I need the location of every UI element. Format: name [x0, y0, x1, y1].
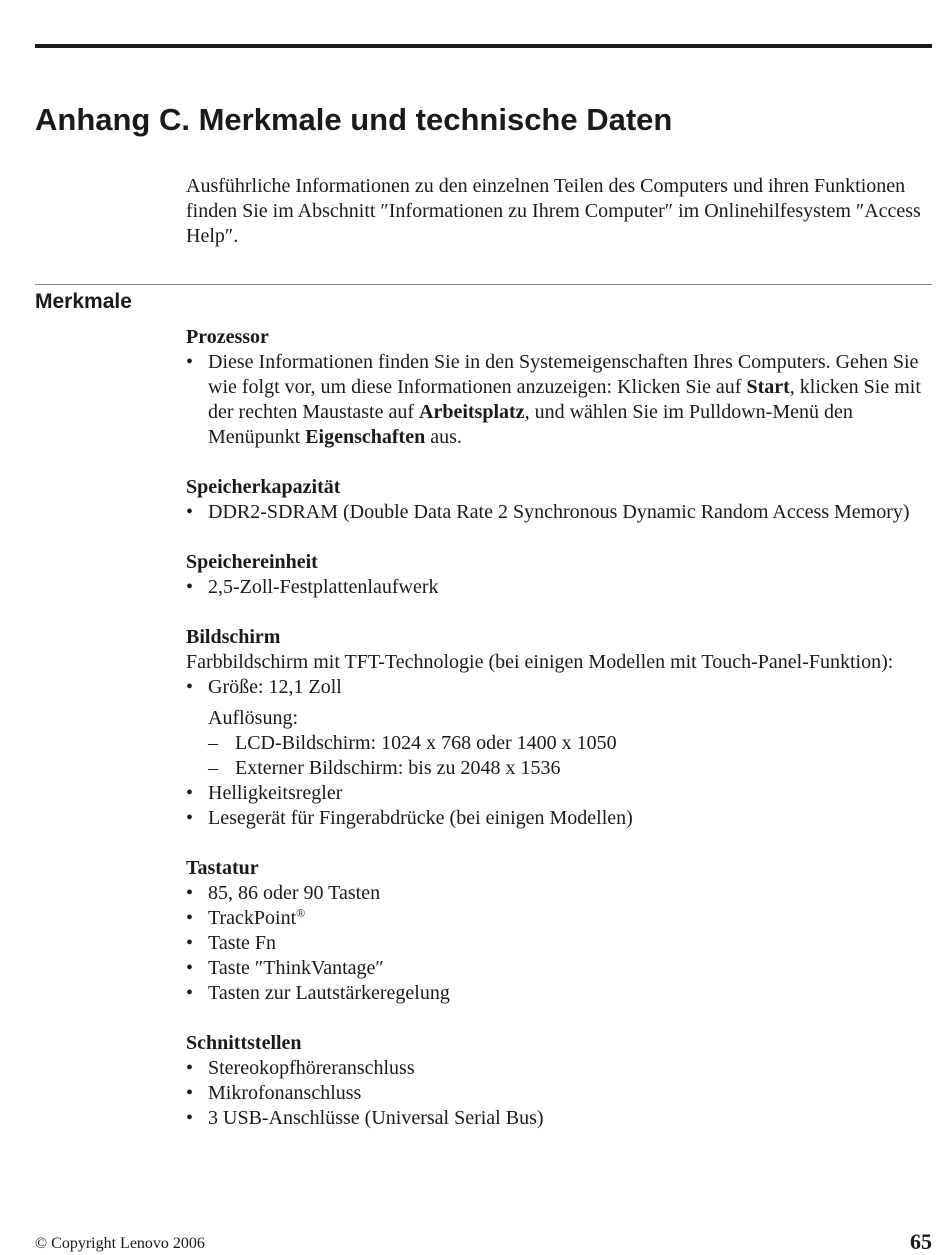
registered-mark: ®	[296, 906, 306, 920]
list-prozessor	[186, 350, 936, 450]
heading-speichereinheit: Speichereinheit	[186, 551, 318, 573]
bildschirm-description: Farbbildschirm mit TFT-Technologie (bei einigen Modellen mit Touch-Panel-Funktion):	[186, 651, 894, 673]
heading-tastatur: Tastatur	[186, 857, 259, 879]
intro-paragraph: Ausführliche Informationen zu den einzelnen Teilen des Computers und ihren Funktionen finden Sie im Abschnitt ″Informationen zu Ihrem Computer″ im Onlinehilfesystem ″Access Help″.	[186, 175, 921, 247]
list-item	[186, 350, 936, 450]
prozessor-bold-eigenschaften: Eigenschaften	[305, 426, 426, 448]
page-title: Anhang C. Merkmale und technische Daten	[35, 102, 673, 137]
resolution-label: Auflösung:	[208, 707, 298, 729]
list-item: • Taste ″ThinkVantage″	[186, 956, 936, 981]
features-content	[186, 325, 936, 1156]
block-tastatur	[186, 856, 936, 1006]
footer-copyright: © Copyright Lenovo 2006	[35, 1235, 205, 1252]
list-speicherkapazitaet	[186, 500, 936, 525]
heading-bildschirm: Bildschirm	[186, 626, 281, 648]
block-bildschirm	[186, 625, 936, 831]
list-item: • Stereokopfhöreranschluss	[186, 1056, 936, 1081]
section-divider	[35, 284, 932, 285]
block-prozessor	[186, 325, 936, 450]
block-speicherkapazitaet	[186, 475, 936, 525]
list-item: • 3 USB-Anschlüsse (Universal Serial Bus)	[186, 1106, 936, 1131]
list-bildschirm	[186, 675, 936, 831]
list-item: • Mikrofonanschluss	[186, 1081, 936, 1106]
bildschirm-size: Größe: 12,1 Zoll	[208, 676, 342, 698]
list-item: • Tasten zur Lautstärkeregelung	[186, 981, 936, 1006]
list-item: • Taste Fn	[186, 931, 936, 956]
list-item: • 2,5-Zoll-Festplattenlaufwerk	[186, 575, 936, 600]
resolution-item: – LCD-Bildschirm: 1024 x 768 oder 1400 x 1050	[208, 731, 936, 756]
list-item: • Helligkeitsregler	[186, 781, 936, 806]
heading-prozessor: Prozessor	[186, 326, 269, 348]
list-schnittstellen	[186, 1056, 936, 1131]
block-speichereinheit	[186, 550, 936, 600]
list-item	[186, 906, 936, 931]
prozessor-bold-arbeitsplatz: Arbeitsplatz	[419, 401, 525, 423]
list-speichereinheit	[186, 575, 936, 600]
list-tastatur	[186, 881, 936, 1006]
prozessor-text-4: aus.	[425, 426, 462, 448]
heading-schnittstellen: Schnittstellen	[186, 1032, 302, 1054]
section-title: Merkmale	[35, 290, 132, 313]
list-item	[186, 675, 936, 781]
trackpoint-text: TrackPoint	[208, 907, 297, 929]
prozessor-text-2: , klicken Sie mit der rechten Maustaste auf	[208, 376, 921, 423]
list-item: • 85, 86 oder 90 Tasten	[186, 881, 936, 906]
list-item: • DDR2-SDRAM (Double Data Rate 2 Synchronous Dynamic Random Access Memory)	[186, 500, 936, 525]
top-rule	[35, 44, 932, 48]
page-number: 65	[910, 1229, 932, 1254]
prozessor-bold-start: Start	[746, 376, 790, 398]
block-schnittstellen	[186, 1031, 936, 1131]
resolution-item: – Externer Bildschirm: bis zu 2048 x 1536	[208, 756, 936, 781]
resolution-list	[208, 731, 936, 781]
heading-speicherkapazitaet: Speicherkapazität	[186, 476, 341, 498]
list-item: • Lesegerät für Fingerabdrücke (bei einigen Modellen)	[186, 806, 936, 831]
prozessor-text-3: , und wählen Sie im Pulldown-Menü den Menüpunkt	[208, 401, 853, 448]
prozessor-text-1: Diese Informationen finden Sie in den Systemeigenschaften Ihres Computers. Gehen Sie wie folgt vor, um diese Informationen anzuzeigen: Klicken Sie auf	[208, 351, 919, 398]
